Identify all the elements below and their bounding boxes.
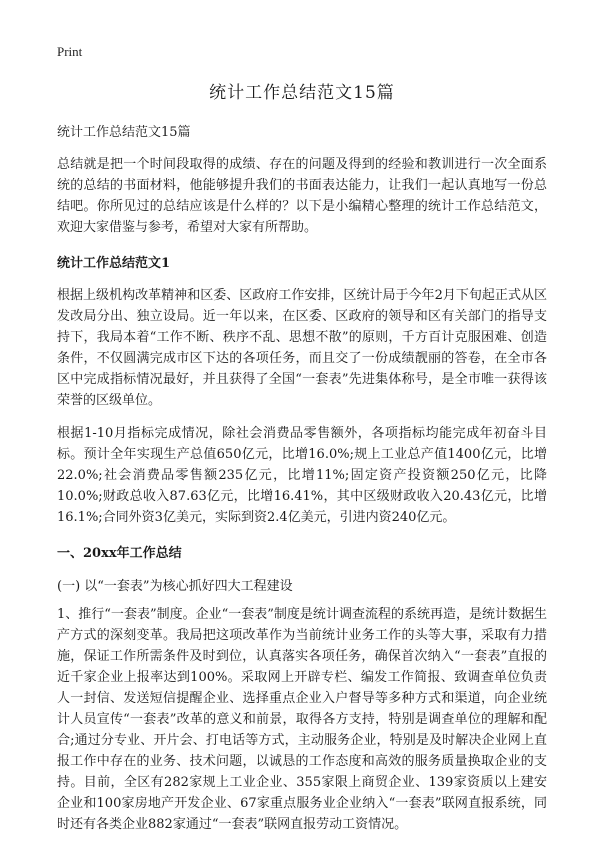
section-heading-2: 一、20xx年工作总结 bbox=[57, 546, 182, 561]
paragraph-2: 根据1-10月指标完成情况，除社会消费品零售额外，各项指标均能完成年初奋斗目标。预计全年实现生产总值650亿元，比增16.0%;规上工业总产值1400亿元，比增22.0%;社会消费品零售额235亿元，比增11%;固定资产投资额250亿元，比降10.0%;财政总收入87.63亿元，比增16.41%，其中区级财政收入20.43亿元，比增16.1%;合同外资3亿美元，实际到资2.4亿美元，引进内资240亿元。 bbox=[57, 426, 547, 525]
subsection-heading: (一) 以“一套表”为核心抓好四大工程建设 bbox=[57, 579, 293, 594]
document-title: 统计工作总结范文15篇 bbox=[209, 83, 395, 103]
print-link[interactable]: Print bbox=[57, 44, 83, 59]
paragraph-1: 根据上级机构改革精神和区委、区政府工作安排，区统计局于今年2月下旬起正式从区发改局分出、独立设局。近一年以来，在区委、区政府的领导和区有关部门的指导支持下，我局本着“工作不断、秩序不乱、思想不散”的原则，千方百计克服困难、创造条件，不仅圆满完成市区下达的各项任务，而且交了一份成绩靓丽的答卷，在全市各区中完成指标情况最好，并且获得了全国“一套表”先进集体称号，是全市唯一获得该荣誉的区级单位。 bbox=[57, 288, 547, 408]
paragraph-3: 1、推行“一套表”制度。企业“一套表”制度是统计调查流程的系统再造，是统计数据生产方式的深刻变革。我局把这项改革作为当前统计业务工作的头等大事，采取有力措施，保证工作所需条件及时到位，认真落实各项任务，确保首次纳入“一套表”直报的近千家企业上报率达到100%。采取网上开辟专栏、编发工作简报、致调查单位负责人一封信、发送短信提醒企业、选择重点企业入户督导等多种方式和渠道，向企业统计人员宣传“一套表”改革的意义和前景，取得各方支持，特别是调查单位的理解和配合;通过分专业、开片会、打电话等方式，主动服务企业，特别是及时解决企业网上直报工作中存在的业务、技术问题，以诚恳的工作态度和高效的服务质量换取企业的支持。目前，全区有282家规上工业企业、355家限上商贸企业、139家资质以上建安企业和100家房地产开发企业、67家重点服务业企业纳入“一套表”联网直报系统，同时还有各类企业882家通过“一套表”联网直报劳动工资情况。 bbox=[57, 607, 547, 832]
document-body bbox=[57, 78, 547, 847]
intro-paragraph: 总结就是把一个时间段取得的成绩、存在的问题及得到的经验和教训进行一次全面系统的总结的书面材料，他能够提升我们的书面表达能力，让我们一起认真地写一份总结吧。你所见过的总结应该是什么样的？以下是小编精心整理的统计工作总结范文，欢迎大家借鉴与参考，希望对大家有所帮助。 bbox=[57, 157, 547, 235]
section-heading-1: 统计工作总结范文1 bbox=[57, 256, 171, 271]
document-subtitle: 统计工作总结范文15篇 bbox=[57, 125, 191, 140]
